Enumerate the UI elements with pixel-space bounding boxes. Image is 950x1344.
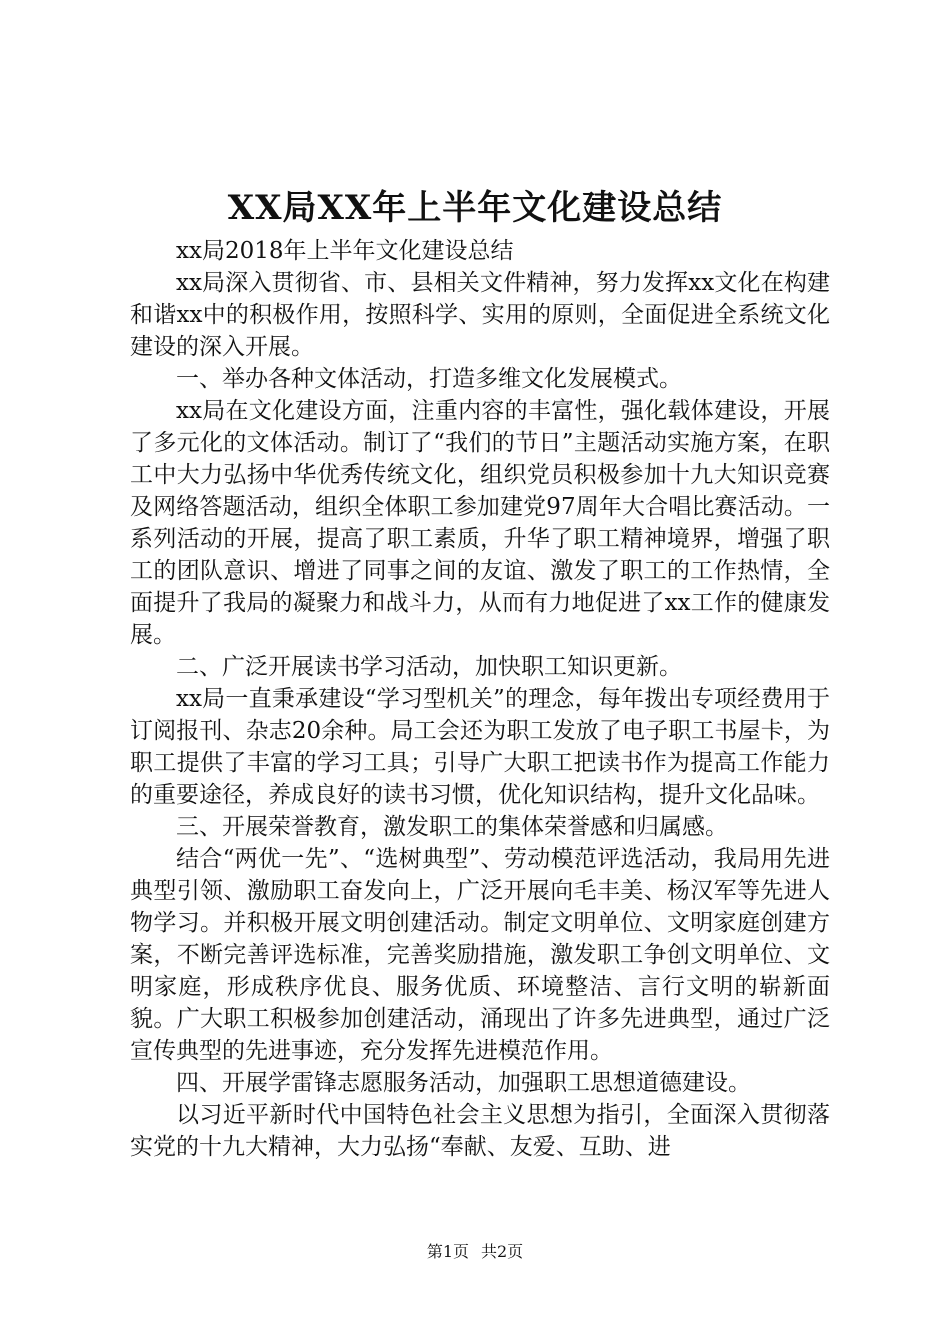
page-footer xyxy=(0,1240,950,1264)
page-number-total: 共2页 xyxy=(481,1242,524,1261)
paragraph-section-1: xx局在文化建设方面，注重内容的丰富性，强化载体建设，开展了多元化的文体活动。制订了“我们的节日”主题活动实施方案，在职工中大力弘扬中华优秀传统文化，组织党员积极参加十九大知识竞赛及网络答题活动，组织全体职工参加建党97周年大合唱比赛活动。一系列活动的开展，提高了职工素质，升华了职工精神境界，增强了职工的团队意识、增进了同事之间的友谊、激发了职工的工作热情，全面提升了我局的凝聚力和战斗力，从而有力地促进了xx工作的健康发展。 xyxy=(130,398,830,648)
document-body xyxy=(130,235,830,1163)
paragraph-intro: xx局深入贯彻省、市、县相关文件精神，努力发挥xx文化在构建和谐xx中的积极作用，按照科学、实用的原则，全面促进全系统文化建设的深入开展。 xyxy=(130,270,830,360)
paragraph-section-2: xx局一直秉承建设“学习型机关”的理念，每年拨出专项经费用于订阅报刊、杂志20余种。局工会还为职工发放了电子职工书屋卡，为职工提供了丰富的学习工具；引导广大职工把读书作为提高工作能力的重要途径，养成良好的读书习惯，优化知识结构，提升文化品味。 xyxy=(130,686,830,808)
page-number-current: 第1页 xyxy=(426,1242,469,1261)
paragraph-section-4: 以习近平新时代中国特色社会主义思想为指引，全面深入贯彻落实党的十九大精神，大力弘扬“奉献、友爱、互助、进 xyxy=(130,1102,830,1160)
document-title: XX局XX年上半年文化建设总结 xyxy=(227,188,723,228)
section-heading-4: 四、开展学雷锋志愿服务活动，加强职工思想道德建设。 xyxy=(176,1070,751,1096)
section-heading-3: 三、开展荣誉教育，激发职工的集体荣誉感和归属感。 xyxy=(176,814,728,840)
paragraph-section-3: 结合“两优一先”、“选树典型”、劳动模范评选活动，我局用先进典型引领、激励职工奋发向上，广泛开展向毛丰美、杨汉军等先进人物学习。并积极开展文明创建活动。制定文明单位、文明家庭创建方案，不断完善评选标准，完善奖励措施，激发职工争创文明单位、文明家庭，形成秩序优良、服务优质、环境整洁、言行文明的崭新面貌。广大职工积极参加创建活动，涌现出了许多先进典型，通过广泛宣传典型的先进事迹，充分发挥先进模范作用。 xyxy=(130,846,830,1064)
paragraph-subtitle: xx局2018年上半年文化建设总结 xyxy=(176,238,514,264)
section-heading-1: 一、举办各种文体活动，打造多维文化发展模式。 xyxy=(176,366,682,392)
section-heading-2: 二、广泛开展读书学习活动，加快职工知识更新。 xyxy=(176,654,682,680)
